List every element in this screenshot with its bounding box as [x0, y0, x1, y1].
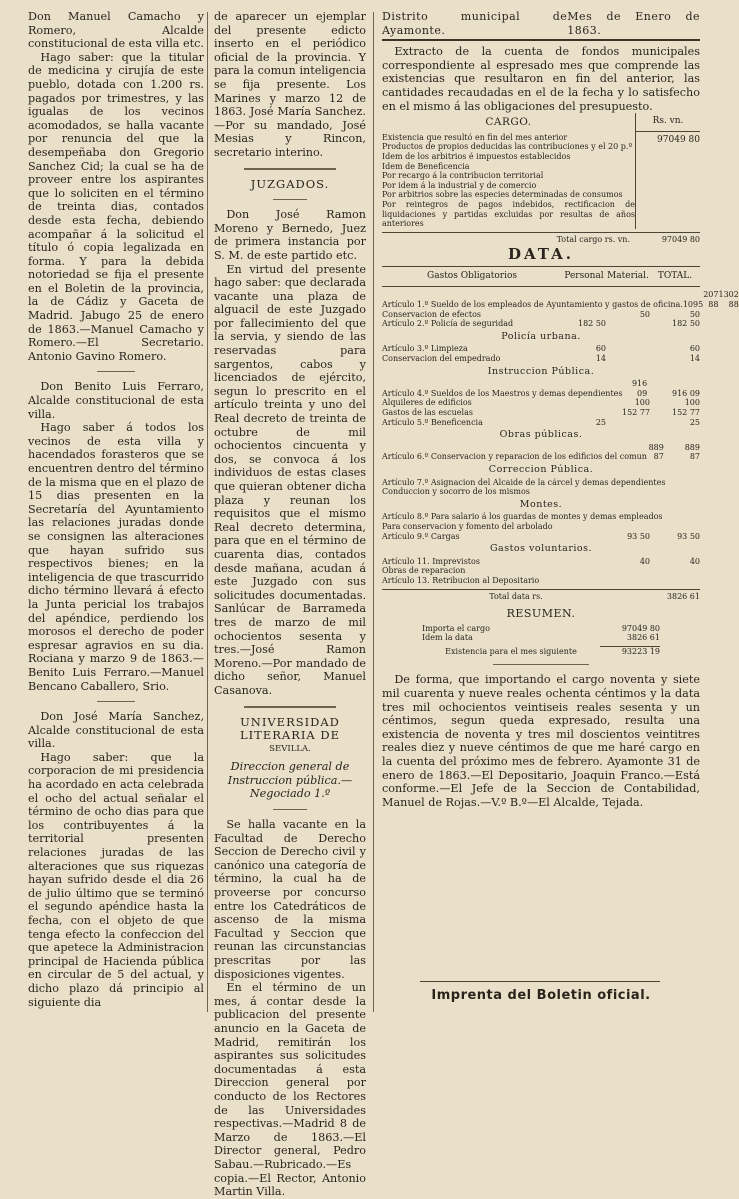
data-row [382, 557, 700, 567]
cargo-item: Productos de propios deducidas las contribuciones y el 20 p.º [382, 142, 633, 152]
data-row-c3: 916 09 [672, 388, 700, 398]
data-total-row [382, 589, 700, 602]
resumen-row [422, 624, 660, 634]
separator [244, 168, 335, 170]
data-row-c1: 889 87 [648, 442, 664, 462]
header-total: TOTAL. [657, 270, 693, 281]
data-row-c2: 40 [639, 556, 650, 566]
data-row [382, 319, 700, 329]
data-row [382, 522, 700, 532]
data-row [382, 408, 700, 418]
district-label: Distrito municipal de Ayamonte. [382, 10, 568, 37]
notice-body: Se halla vacante en la Facultad de Derecho Seccion de Derecho civil y canónico una categoría de término, la cual ha de proveerse por concurso entre los Catedráticos de ascenso de la misma Facultad y Seccion que reunan las circunstancias prescritas por las disposiciones vigentes. [214, 818, 366, 981]
data-row [382, 418, 700, 428]
resumen-label: Idem la data [422, 633, 473, 643]
data-row [382, 398, 700, 408]
column-1 [28, 10, 204, 1018]
data-row-c2: 93 50 [627, 531, 650, 541]
cargo-item: Por arbitrios sobre las especies determinadas de consumos [382, 190, 623, 200]
existencia-value: 93223 19 [600, 646, 660, 657]
cargo-item: Por reintegros de pagos indebidos, rectificacion de liquidaciones y partidas excluidas por resultas de años anteriores [382, 199, 635, 229]
header-personal: Personal [564, 270, 604, 281]
continued-text: de aparecer un ejemplar del presente edicto inserto en el periódico oficial de la provincia. Y para la comun inteligencia se fija presente. Los Marines y marzo 12 de 1863. José María Sanchez.—Por su mandado, José Mesias y Rincon, secretario interino. [214, 10, 366, 159]
notice-heading: Don Manuel Camacho y Romero, Alcalde constitucional de esta villa etc. [28, 10, 204, 51]
month-label: Mes de Enero de 1863. [567, 10, 700, 37]
data-row-label: Alquileres de edificios [382, 398, 472, 408]
data-total-label: Total data rs. [489, 591, 543, 601]
separator [273, 809, 306, 810]
column-rule [207, 12, 208, 1012]
cargo-item: Idem de Beneficencia [382, 161, 470, 171]
cargo-item: Por recargo á la contribucion territorial [382, 171, 544, 181]
rs-vn-label: Rs. vn. [636, 113, 700, 132]
data-row-c3: 1302 88 [718, 290, 739, 310]
data-category: Policía urbana. [501, 330, 581, 342]
data-row-label: Artículo 5.º Beneficencia [382, 417, 483, 427]
data-row-c3: 152 77 [672, 408, 700, 417]
data-row-label: Artículo 6.º Conservacion y reparacion de los edificios del comun [382, 452, 647, 462]
data-row-c2: 50 [639, 309, 650, 319]
data-row-c3: 40 [689, 556, 700, 566]
data-row-label: Artículo 2.º Policía de seguridad [382, 319, 514, 329]
direction-line: Direccion general de Instruccion pública.—Negociado 1.º [227, 760, 353, 801]
notice-body: En el término de un mes, á contar desde la publicacion del presente anuncio en la Gaceta de Madrid, remitirán los aspirantes sus solicitudes documentadas á esta Direccion general por conducto de los Rectores de las Universidades respectivas.—Madrid 8 de Marzo de 1863.—El Director general, Pedro Sabau.—Rubricado.—Es copia.—El Rector, Antonio Martin Villa. [214, 981, 366, 1199]
data-row-label: Gastos de las escuelas [382, 408, 473, 417]
cargo-title: CARGO. [485, 116, 532, 129]
data-row-label: Artículo 13. Retribucion al Depositario [382, 575, 540, 585]
data-row-label: Artículo 11. Imprevistos [382, 556, 480, 566]
data-row [382, 512, 700, 522]
notice-heading: Don José Ramon Moreno y Bernedo, Juez de primera instancia por S. M. de este partido etc. [214, 208, 366, 262]
data-row-label: Artículo 1.º Sueldo de los empleados de Ayuntamiento y gastos de oficina. [382, 300, 683, 310]
data-row-label: Artículo 8.º Para salario á los guardas de montes y demas empleados [382, 512, 663, 522]
data-row [382, 478, 700, 488]
data-row-label: Conservacion de efectos [382, 309, 482, 319]
data-row [382, 576, 700, 586]
cargo-list [382, 133, 635, 229]
account-header [382, 10, 700, 41]
data-row-c1: 60 [595, 344, 606, 354]
data-row-label: Artículo 7.º Asignacion del Alcaide de la cárcel y demas dependientes [382, 477, 666, 487]
data-row-c2: 152 77 [622, 408, 650, 417]
separator [493, 664, 588, 665]
data-row [382, 487, 700, 497]
header-material: Material. [607, 270, 649, 281]
data-row-c1: 25 [595, 417, 606, 427]
data-row-c1: 916 09 [631, 379, 648, 398]
existencia-row [382, 646, 700, 657]
section-title: JUZGADOS. [250, 176, 330, 191]
notice-heading: Don Benito Luis Ferraro, Alcalde constitucional de esta villa. [28, 380, 204, 421]
separator [97, 371, 136, 372]
data-table-header [382, 266, 700, 288]
data-row [382, 532, 700, 542]
data-row-label: Obras de reparacion [382, 566, 466, 576]
cargo-total-label: Total cargo rs. vn. [556, 234, 630, 244]
data-row [382, 310, 700, 320]
data-row-c1: 182 50 [578, 319, 606, 329]
data-row-c3: 182 50 [672, 319, 700, 329]
resumen-title: RESUMEN. [506, 607, 576, 621]
resumen-table [382, 624, 700, 643]
section-title: UNIVERSIDAD LITERARIA DE [240, 714, 340, 743]
separator [273, 199, 306, 200]
data-total-value: 3826 61 [666, 591, 700, 601]
column-2 [214, 10, 366, 1199]
data-row-c3: 50 [689, 309, 700, 319]
data-category: Montes. [519, 498, 563, 510]
data-row-c3: 889 87 [684, 442, 700, 462]
data-row-label: Artículo 9.º Cargas [382, 531, 460, 541]
data-category: Instruccion Pública. [487, 365, 595, 377]
data-row-c1: 1095 [682, 300, 704, 310]
data-row [382, 344, 700, 354]
data-category: Correccion Pública. [488, 463, 594, 475]
data-row [382, 290, 739, 310]
separator [420, 981, 660, 982]
cargo-amount-column [635, 113, 700, 229]
data-row-label: Conservacion del empedrado [382, 354, 501, 364]
cargo-amount: 97049 80 [657, 134, 700, 145]
cargo-section [382, 113, 700, 229]
closing-text: De forma, que importando el cargo noventa y siete mil cuarenta y nueve reales ochenta céntimos y la data tres mil ochocientos veintiseis reales sesenta y un céntimos, segun queda expresado, resulta una existencia de noventa y tres mil doscientos veintitres reales diez y nueve céntimos de que me haré cargo en la cuenta del próximo mes de febrero. Ayamonte 31 de enero de 1863.—El Depositario, Joaquin Franco.—Está conforme.—El Jefe de la Seccion de Contabilidad, Manuel de Rojas.—V.º B.º—El Alcalde, Tejada. [382, 673, 700, 809]
data-row-label: Artículo 4.º Sueldos de los Maestros y demas dependientes [382, 388, 623, 398]
existencia-label: Existencia para el mes siguiente [445, 646, 577, 656]
data-row [382, 379, 700, 398]
data-row-label: Para conservacion y fomento del arbolado [382, 521, 553, 531]
data-row-c2: 100 [634, 398, 650, 408]
data-title: DATA. [507, 245, 575, 264]
notice-heading: Don José María Sanchez, Alcalde constitucional de esta villa. [28, 710, 204, 751]
section-subtitle: SEVILLA. [269, 743, 311, 754]
data-category: Obras públicas. [499, 429, 583, 441]
header-gastos: Gastos Obligatorios [427, 270, 517, 281]
resumen-value: 3826 61 [626, 633, 660, 643]
column-rule [373, 12, 374, 1012]
data-row [382, 566, 700, 576]
imprenta-footer: Imprenta del Boletin oficial. [431, 988, 651, 1003]
notice-body: En virtud del presente hago saber: que declarada vacante una plaza de alguacil de este Juzgado por fallecimiento del que la servia, y siendo de las reservadas para sargentos, cabos y licenciados de ejército, segun lo prescrito en el artículo treinta y uno del Real decreto de treinta de octubre de mil ochocientos cincuenta y dos, se convoca á los individuos de estas clases que quieran obtener dicha plaza y reunan los requisitos que el mismo Real decreto determina, para que en el término de cuarenta dias, contados desde mañana, acudan á este Juzgado con sus solicitudes documentadas. Sanlúcar de Barrameda tres de marzo de mil ochocientos sesenta y tres.—José Ramon Moreno.—Por mandado de dicho señor, Manuel Casanova. [214, 262, 366, 697]
notice-body: Hago saber: que la corporacion de mi presidencia ha acordado en acta celebrada el ocho del actual señalar el término de ocho dias para que los contribuyentes á la territorial presenten relaciones juradas de las alteraciones que sus riquezas hayan sufrido desde el dia 26 de julio último que se terminó el segundo apéndice hasta la fecha, con el objeto de que tenga efecto la confeccion del que apetece la Administracion principal de Hacienda pública en circular de 5 del actual, y dicho plazo dá principio al siguiente dia [28, 750, 204, 1009]
data-row-c2: 207 88 [703, 290, 719, 310]
extracto-text: Extracto de la cuenta de fondos municipales correspondiente al espresado mes que comprende las existencias que resultaron en fin del anterior, las cantidades recaudadas en el de la fecha y lo satisfecho en el mismo á las obligaciones del presupuesto. [382, 45, 700, 113]
notice-body: Hago saber: que la titular de medicina y cirujía de este pueblo, dotada con 1.200 rs. pagados por trimestres, y las igualas de los vecinos acomodados, se halla vacante por renuncia del que la desempeñaba don Gregorio Sanchez Cid; la cual se ha de proveer entre los aspirantes que lo soliciten en el término de treinta dias, contados desde esta fecha, debiendo acompañar á la solicitud el título ó copia legalizada en forma. Y para la debida notoriedad se fija el presente en el Boletin de la provincia, la de Cádiz y Gaceta de Madrid. Jabugo 25 de enero de 1863.—Manuel Camacho y Romero.—El Secretario. Antonio Gavino Romero. [28, 50, 204, 363]
data-row-c3: 100 [684, 398, 700, 408]
separator [244, 706, 335, 708]
resumen-row [422, 633, 660, 643]
column-3 [382, 10, 739, 1018]
cargo-item: Existencia que resultó en fin del mes anterior [382, 132, 568, 142]
data-row-label: Artículo 3.º Limpieza [382, 344, 468, 354]
separator [97, 701, 136, 702]
data-table [382, 290, 739, 585]
cargo-item: Idem de los arbitrios é impuestos establecidos [382, 151, 571, 161]
data-row [382, 443, 700, 462]
data-category: Gastos voluntarios. [489, 543, 593, 555]
data-row-c3: 25 [689, 417, 700, 427]
cargo-total-value: 97049 80 [661, 234, 700, 244]
resumen-value: 97049 80 [621, 623, 660, 633]
data-row-c3: 60 [689, 344, 700, 354]
cargo-item: Por idem á la industrial y de comercio [382, 180, 537, 190]
cargo-total-row [382, 232, 700, 245]
data-row-c1: 14 [595, 354, 606, 364]
data-row [382, 354, 700, 364]
notice-body: Hago saber á todos los vecinos de esta villa y hacendados forasteros que se encuentren dentro del término de la misma que en el plazo de 15 dias presenten en la Secretaría del Ayuntamiento las relaciones juradas donde se consignen las alteraciones que hayan sufrido sus respectivos bienes; en la inteligencia de que trascurrido dicho término llevará á efecto la Junta pericial los trabajos del apéndice, perdiendo los morosos el derecho de poder espresar agravios en su dia. Rociana y marzo 9 de 1863.—Benito Luis Ferraro.—Manuel Bencano Caballero, Srio. [28, 421, 204, 693]
data-row-c3: 93 50 [677, 531, 700, 541]
data-row-label: Conduccion y socorro de los mismos [382, 487, 530, 497]
data-row-c3: 14 [689, 354, 700, 364]
resumen-label: Importa el cargo [422, 623, 490, 633]
